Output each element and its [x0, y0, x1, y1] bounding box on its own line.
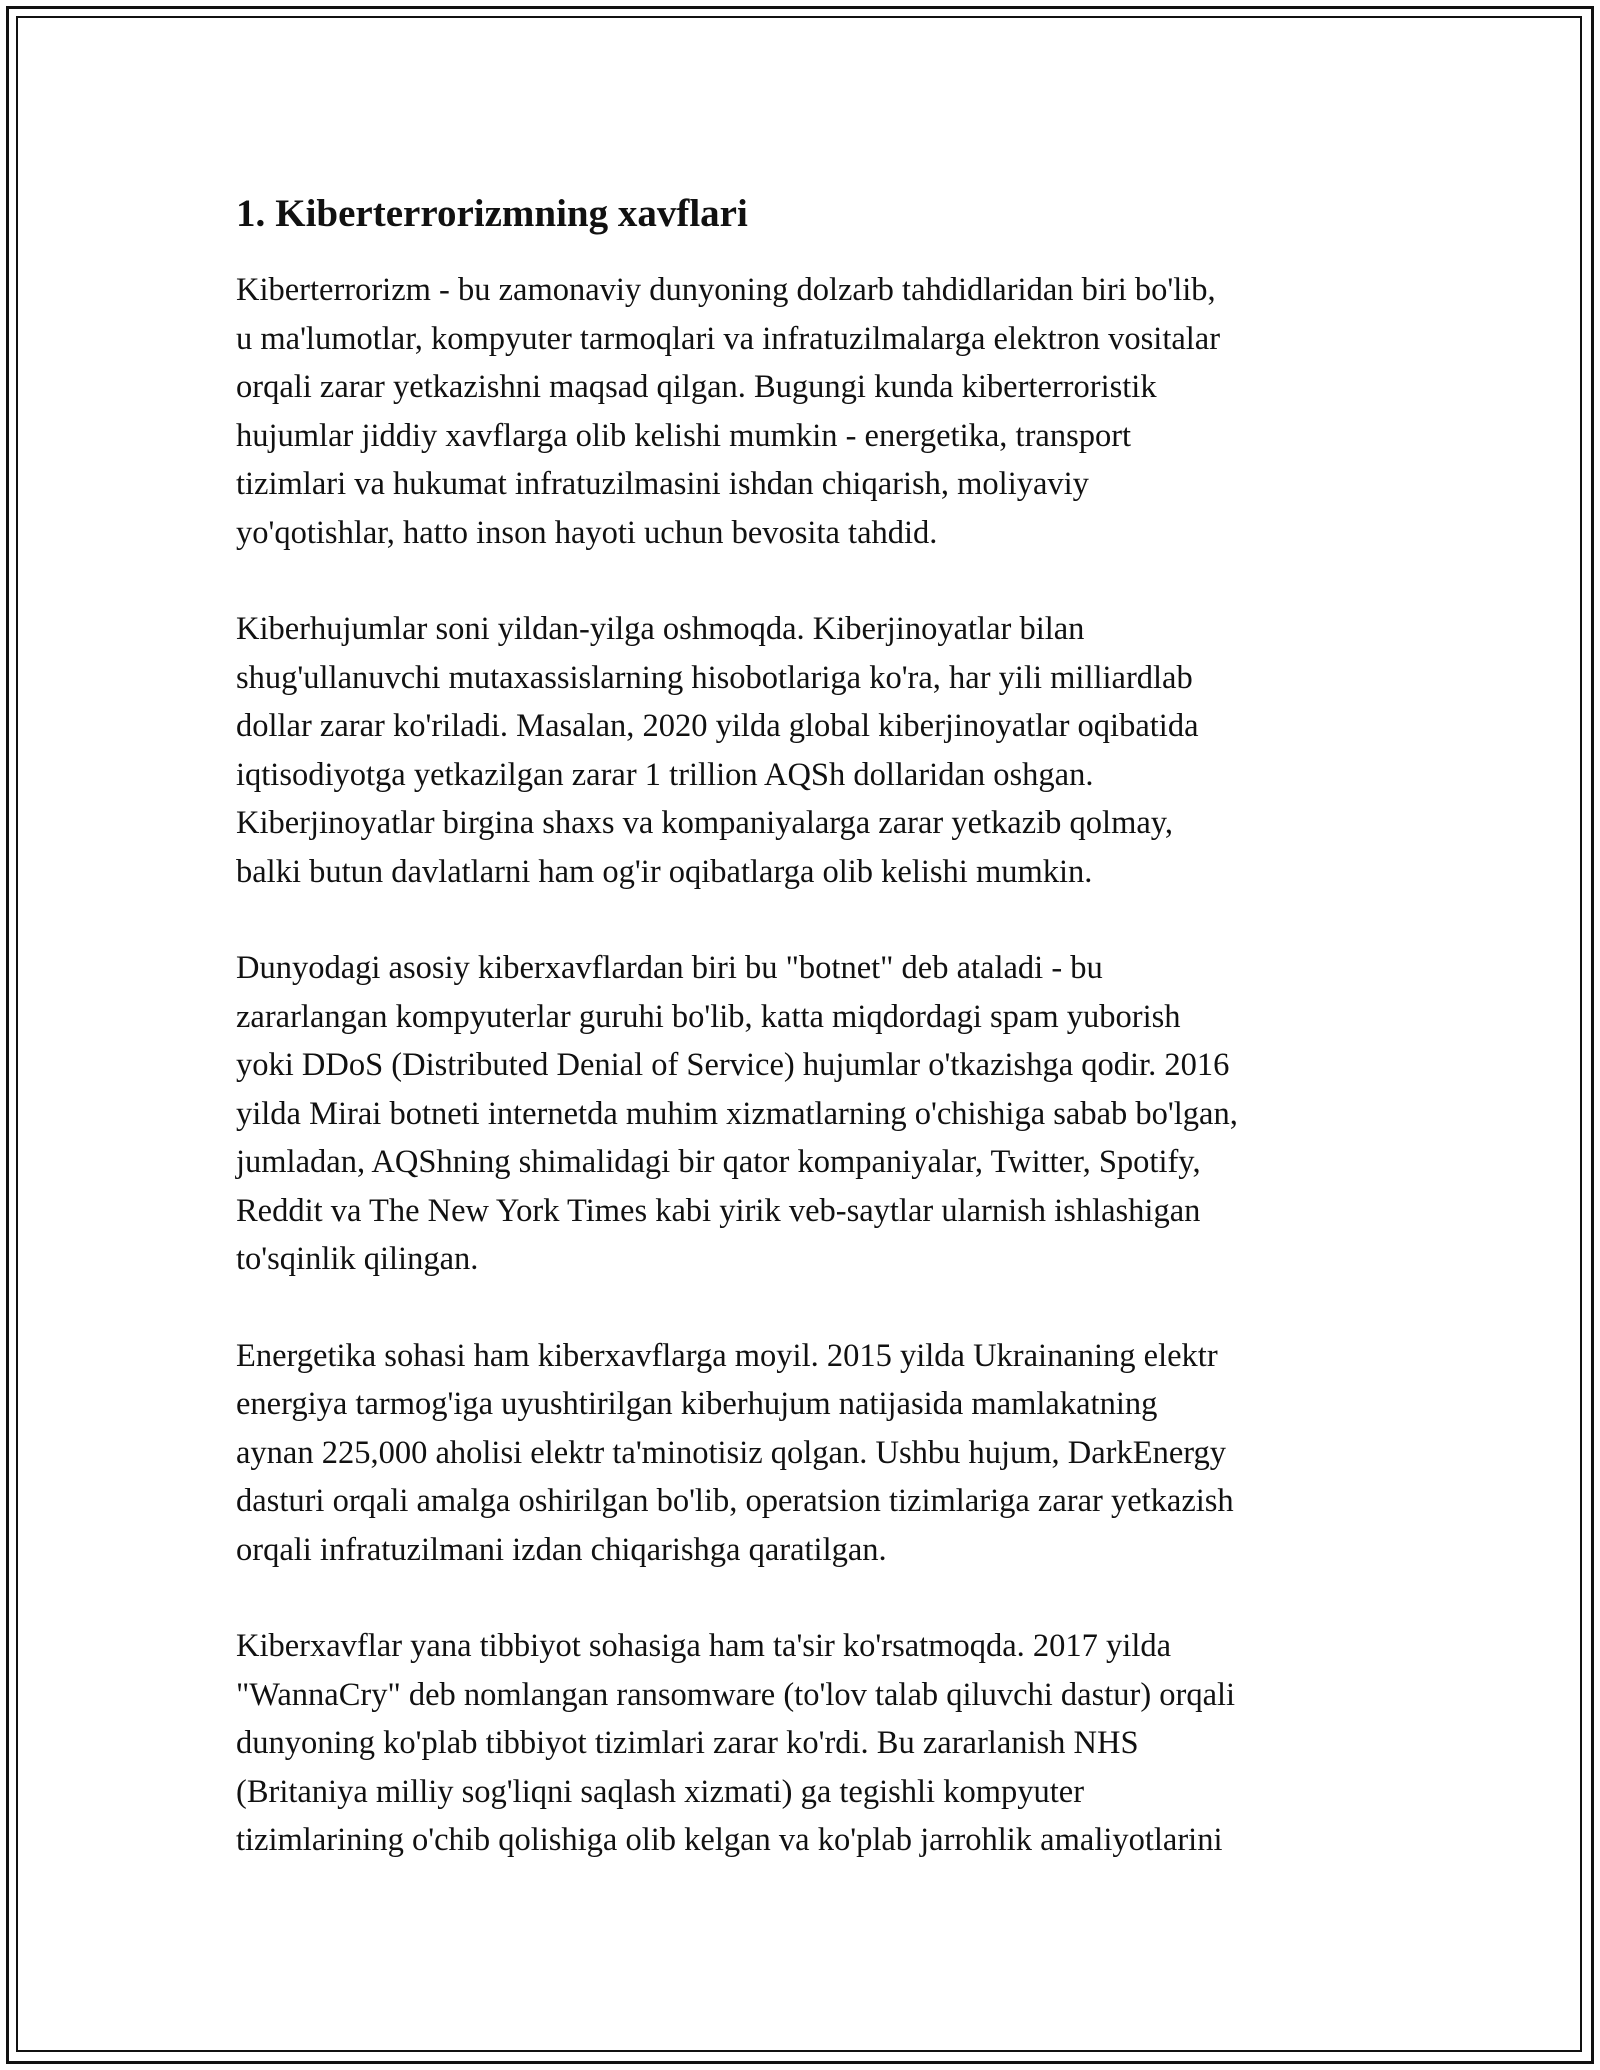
- paragraph-line: Kiberxavflar yana tibbiyot sohasiga ham ta'sir ko'rsatmoqda. 2017 yilda: [236, 1628, 1172, 1664]
- paragraph-line: yilda Mirai botneti internetda muhim xizmatlarning o'chishiga sabab bo'lgan,: [236, 1095, 1238, 1132]
- paragraph-line: dasturi orqali amalga oshirilgan bo'lib, operatsion tizimlariga zarar yetkazish: [236, 1483, 1234, 1519]
- paragraph-line: (Britaniya milliy sog'liqni saqlash xizmati) ga tegishli kompyuter: [236, 1773, 1085, 1810]
- paragraph-line: hujumlar jiddiy xavflarga olib kelishi mumkin - energetika, transport: [236, 417, 1132, 454]
- paragraph-line: aynan 225,000 aholisi elektr ta'minotisiz qolgan. Ushbu hujum, DarkEnergy: [236, 1434, 1227, 1471]
- paragraph-line: "WannaCry" deb nomlangan ransomware (to'lov talab qiluvchi dastur) orqali: [236, 1676, 1236, 1713]
- section-title: Kiberterrorizmning xavflari: [275, 192, 748, 235]
- section-heading: [236, 188, 1376, 240]
- paragraph-3: [236, 944, 1376, 1284]
- paragraph-line: orqali infratuzilmani izdan chiqarishga qaratilgan.: [236, 1531, 887, 1568]
- paragraph-4: [236, 1332, 1376, 1575]
- paragraph-line: tizimlarining o'chib qolishiga olib kelgan va ko'plab jarrohlik amaliyotlarini: [236, 1822, 1223, 1858]
- paragraph-line: tizimlari va hukumat infratuzilmasini ishdan chiqarish, moliyaviy: [236, 466, 1089, 502]
- paragraph-line: Kiberterrorizm - bu zamonaviy dunyoning dolzarb tahdidlaridan biri bo'lib,: [236, 272, 1216, 308]
- paragraph-line: balki butun davlatlarni ham og'ir oqibatlarga olib kelishi mumkin.: [236, 853, 1093, 890]
- paragraph-line: jumladan, AQShning shimalidagi bir qator kompaniyalar, Twitter, Spotify,: [236, 1144, 1201, 1180]
- paragraph-line: iqtisodiyotga yetkazilgan zarar 1 trillion AQSh dollaridan oshgan.: [236, 756, 1094, 793]
- document-body: [236, 188, 1376, 1913]
- paragraph-line: u ma'lumotlar, kompyuter tarmoqlari va infratuzilmalarga elektron vositalar: [236, 320, 1221, 357]
- paragraph-5: [236, 1622, 1376, 1865]
- paragraph-line: yo'qotishlar, hatto inson hayoti uchun bevosita tahdid.: [236, 514, 938, 551]
- paragraph-line: Kiberhujumlar soni yildan-yilga oshmoqda. Kiberjinoyatlar bilan: [236, 611, 1085, 647]
- paragraph-line: dollar zarar ko'riladi. Masalan, 2020 yilda global kiberjinoyatlar oqibatida: [236, 708, 1199, 744]
- paragraph-line: orqali zarar yetkazishni maqsad qilgan. Bugungi kunda kiberterroristik: [236, 369, 1157, 405]
- paragraph-1: [236, 266, 1376, 557]
- paragraph-line: Energetika sohasi ham kiberxavflarga moyil. 2015 yilda Ukrainaning elektr: [236, 1337, 1218, 1374]
- paragraph-2: [236, 605, 1376, 896]
- paragraph-line: yoki DDoS (Distributed Denial of Service) hujumlar o'tkazishga qodir. 2016: [236, 1047, 1230, 1083]
- paragraph-line: Kiberjinoyatlar birgina shaxs va kompaniyalarga zarar yetkazib qolmay,: [236, 805, 1174, 841]
- paragraph-line: Reddit va The New York Times kabi yirik veb-saytlar ularnish ishlashigan: [236, 1192, 1201, 1229]
- paragraph-line: energiya tarmog'iga uyushtirilgan kiberhujum natijasida mamlakatning: [236, 1386, 1158, 1422]
- paragraph-line: to'sqinlik qilingan.: [236, 1241, 479, 1277]
- paragraph-line: dunyoning ko'plab tibbiyot tizimlari zarar ko'rdi. Bu zararlanish NHS: [236, 1725, 1139, 1761]
- paragraph-line: zararlangan kompyuterlar guruhi bo'lib, katta miqdordagi spam yuborish: [236, 998, 1181, 1035]
- section-number: 1.: [236, 192, 266, 235]
- paragraph-line: shug'ullanuvchi mutaxassislarning hisobotlariga ko'ra, har yili milliardlab: [236, 659, 1193, 696]
- paragraph-line: Dunyodagi asosiy kiberxavflardan biri bu "botnet" deb ataladi - bu: [236, 950, 1103, 986]
